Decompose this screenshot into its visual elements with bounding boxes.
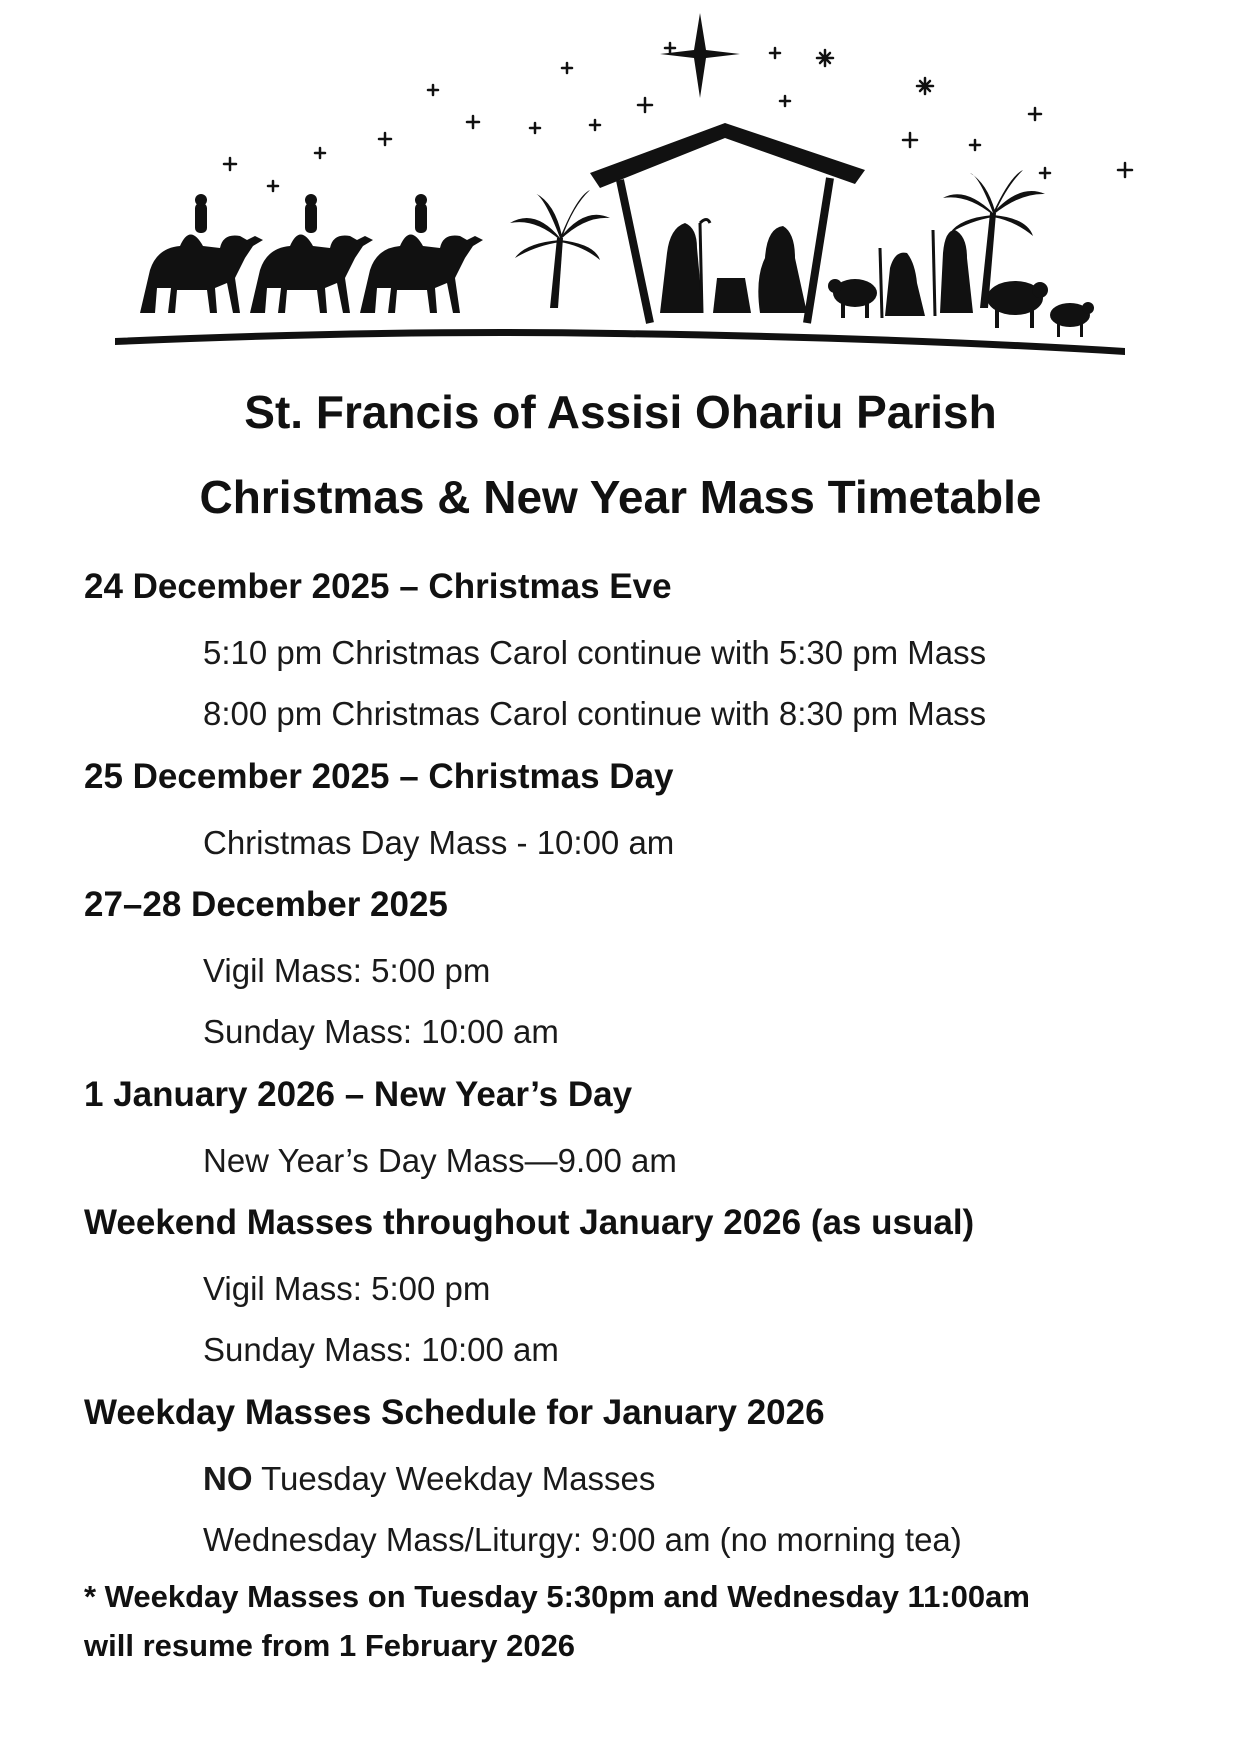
small-stars: [224, 43, 1132, 191]
schedule-item: New Year’s Day Mass—9.00 am: [203, 1142, 677, 1179]
schedule-item: Vigil Mass: 5:00 pm: [203, 952, 491, 989]
star-of-bethlehem-icon: [660, 13, 740, 98]
camels-silhouette: [140, 194, 483, 313]
nativity-scene-illustration: [95, 8, 1145, 373]
schedule-item: [203, 1460, 655, 1498]
schedule-item: 8:00 pm Christmas Carol continue with 8:30 pm Mass: [203, 695, 987, 732]
timetable-title: Christmas & New Year Mass Timetable: [199, 471, 1042, 523]
schedule-item: 5:10 pm Christmas Carol continue with 5:30 pm Mass: [203, 634, 987, 671]
schedule-item: Christmas Day Mass - 10:00 am: [203, 824, 675, 861]
section-heading-christmas-eve: 24 December 2025 – Christmas Eve: [84, 567, 672, 606]
parish-title: St. Francis of Assisi Ohariu Parish: [244, 386, 997, 438]
schedule-item: Wednesday Mass/Liturgy: 9:00 am (no morning tea): [203, 1521, 962, 1558]
resume-note-line-1: * Weekday Masses on Tuesday 5:30pm and Wednesday 11:00am: [84, 1579, 1030, 1614]
section-heading-weekend-masses: Weekend Masses throughout January 2026 (as usual): [84, 1203, 975, 1242]
section-heading-christmas-day: 25 December 2025 – Christmas Day: [84, 757, 674, 796]
schedule-item: Vigil Mass: 5:00 pm: [203, 1270, 491, 1307]
section-heading-new-years-day: 1 January 2026 – New Year’s Day: [84, 1075, 633, 1114]
schedule-item-text: Tuesday Weekday Masses: [252, 1460, 656, 1497]
schedule-item: Sunday Mass: 10:00 am: [203, 1013, 559, 1050]
no-label: NO: [203, 1460, 253, 1497]
section-heading-weekday-masses: Weekday Masses Schedule for January 2026: [84, 1393, 825, 1432]
resume-note-line-2: will resume from 1 February 2026: [84, 1628, 576, 1663]
palm-tree-left: [510, 190, 610, 308]
schedule-item: Sunday Mass: 10:00 am: [203, 1331, 559, 1368]
section-heading-dec-27-28: 27–28 December 2025: [84, 885, 448, 924]
holy-family-silhouette: [660, 220, 807, 314]
sheep-shepherds-silhouette: [828, 230, 1094, 337]
